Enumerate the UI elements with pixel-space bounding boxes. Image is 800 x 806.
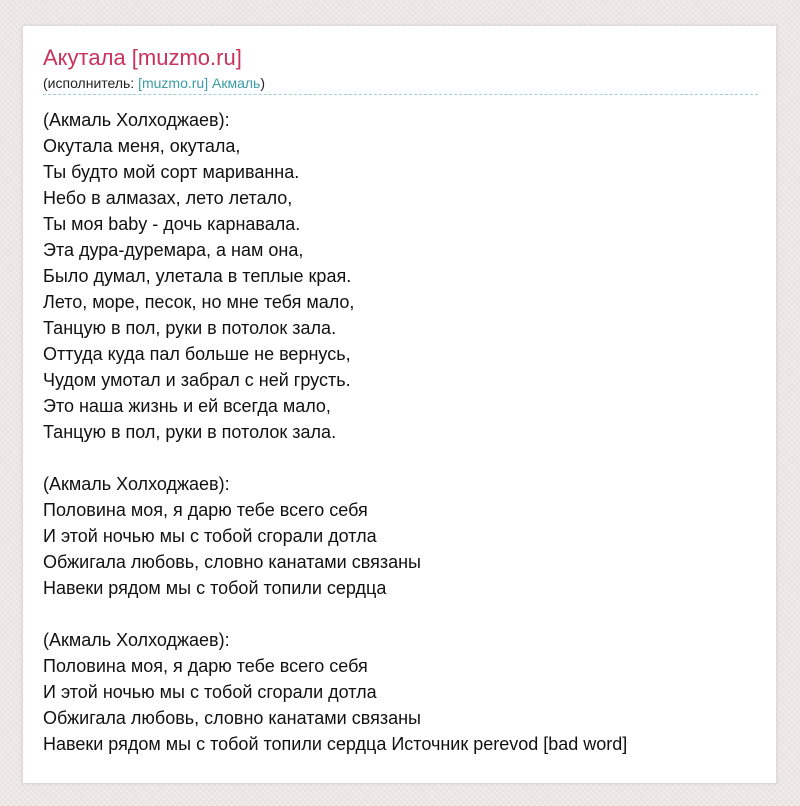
performer-prefix: (исполнитель: bbox=[43, 75, 139, 91]
lyric-line: Половина моя, я дарю тебе всего себя bbox=[43, 656, 368, 676]
lyric-line: Это наша жизнь и ей всегда мало, bbox=[43, 396, 331, 416]
lyric-line: (Акмаль Холходжаев): bbox=[43, 474, 230, 494]
song-title: Акутала [muzmo.ru] bbox=[43, 45, 242, 70]
lyric-line: И этой ночью мы с тобой сгорали дотла bbox=[43, 526, 377, 546]
lyric-line: Танцую в пол, руки в потолок зала. bbox=[43, 318, 337, 338]
performer-link[interactable]: [muzmo.ru] Акмаль bbox=[138, 75, 261, 91]
lyric-line: Оттуда куда пал больше не вернусь, bbox=[43, 344, 351, 364]
dashed-divider bbox=[43, 94, 758, 95]
lyric-line: (Акмаль Холходжаев): bbox=[43, 630, 230, 650]
lyric-line: Обжигала любовь, словно канатами связаны bbox=[43, 708, 421, 728]
performer-line bbox=[43, 74, 265, 92]
lyric-line: Навеки рядом мы с тобой топили сердца bbox=[43, 578, 387, 598]
lyrics-card bbox=[22, 25, 777, 784]
lyric-line: Ты моя baby - дочь карнавала. bbox=[43, 214, 301, 234]
lyric-line: Ты будто мой сорт мариванна. bbox=[43, 162, 300, 182]
lyric-line: Небо в алмазах, лето летало, bbox=[43, 188, 293, 208]
lyric-blank-line bbox=[43, 445, 758, 471]
lyric-line: Эта дура-дуремара, а нам она, bbox=[43, 240, 304, 260]
lyric-line: Лето, море, песок, но мне тебя мало, bbox=[43, 292, 355, 312]
lyric-line: Чудом умотал и забрал с ней грусть. bbox=[43, 370, 351, 390]
lyric-line: (Акмаль Холходжаев): bbox=[43, 110, 230, 130]
performer-suffix: ) bbox=[260, 75, 266, 91]
lyric-line: И этой ночью мы с тобой сгорали дотла bbox=[43, 682, 377, 702]
lyric-blank-line bbox=[43, 601, 758, 627]
lyric-line: Навеки рядом мы с тобой топили сердца Источник perevod [bad word] bbox=[43, 734, 628, 754]
lyric-line: Половина моя, я дарю тебе всего себя bbox=[43, 500, 368, 520]
lyric-line: Танцую в пол, руки в потолок зала. bbox=[43, 422, 337, 442]
lyric-line: Обжигала любовь, словно канатами связаны bbox=[43, 552, 421, 572]
lyrics-text bbox=[43, 107, 758, 757]
lyric-line: Было думал, улетала в теплые края. bbox=[43, 266, 352, 286]
lyric-line: Окутала меня, окутала, bbox=[43, 136, 241, 156]
